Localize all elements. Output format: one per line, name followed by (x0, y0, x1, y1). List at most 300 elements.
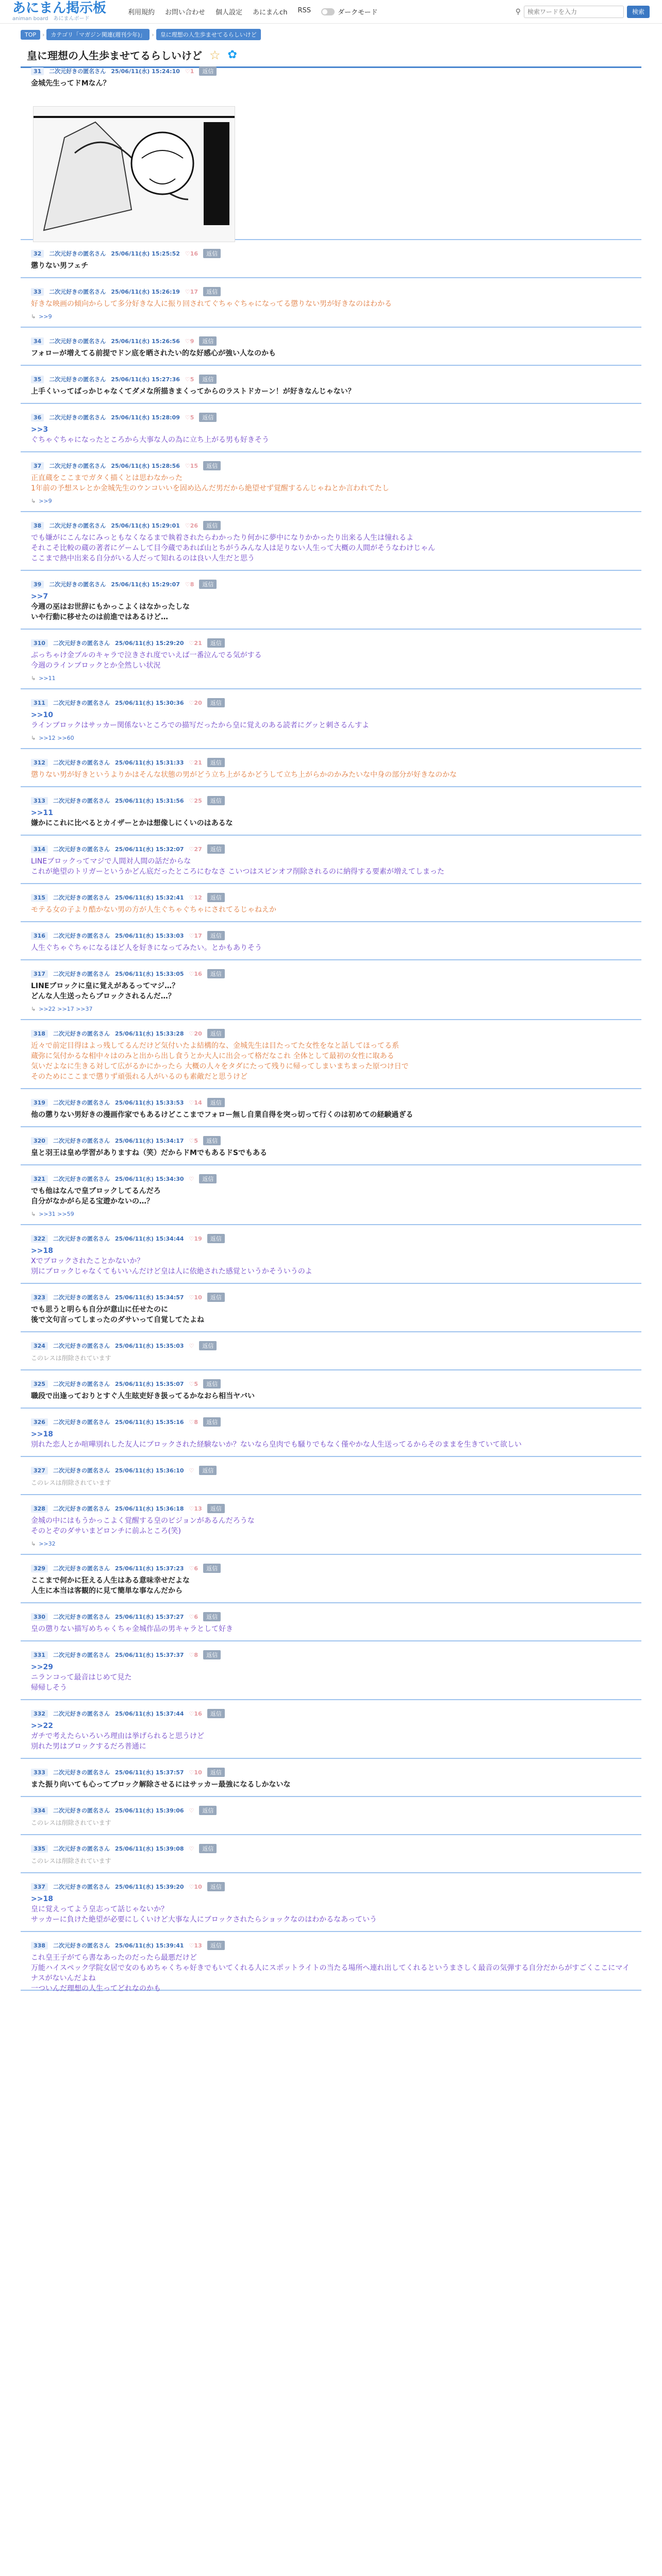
heart-icon: ♡ (189, 639, 194, 647)
like-count[interactable] (185, 250, 198, 257)
post-item (21, 336, 641, 366)
reply-button[interactable]: 返信 (207, 698, 225, 707)
post-meta (31, 1708, 225, 1719)
reply-anchor-link[interactable]: >>18 (31, 1247, 53, 1255)
like-count[interactable] (189, 1769, 202, 1776)
backlinks[interactable] (31, 735, 74, 741)
like-count[interactable] (189, 1710, 202, 1717)
reply-button[interactable]: 返信 (203, 249, 221, 258)
post-number[interactable]: 32 (31, 250, 44, 258)
post-body (31, 1780, 631, 1790)
post-number[interactable]: 316 (31, 932, 48, 940)
like-count-value: 17 (190, 288, 198, 295)
post-number[interactable]: 320 (31, 1137, 48, 1145)
like-count-value: 10 (194, 1294, 202, 1301)
reply-button[interactable]: 返信 (207, 638, 225, 648)
post-text-line: 帰帰しそう (31, 1684, 67, 1692)
post-date: 25/06/11(水) 15:32:07 (114, 846, 184, 853)
post-meta (31, 461, 221, 471)
heart-icon: ♡ (185, 250, 190, 257)
post-item (21, 1940, 641, 1991)
post-date: 25/06/11(水) 15:35:03 (114, 1343, 184, 1349)
post-item (21, 638, 641, 689)
post-meta (31, 1503, 225, 1514)
breadcrumb-top[interactable]: TOP (21, 30, 40, 40)
post-meta (31, 374, 217, 384)
reply-anchor-link[interactable]: >>3 (31, 426, 48, 434)
post-number[interactable]: 39 (31, 581, 44, 588)
post-item (21, 844, 641, 884)
backlinks[interactable] (31, 1006, 93, 1012)
reply-button[interactable]: 返信 (203, 1417, 221, 1427)
post-text-line: 金城先生ってドMなん？ (31, 79, 110, 88)
like-count[interactable] (189, 1807, 194, 1814)
post-date: 25/06/11(水) 15:37:27 (114, 1614, 184, 1620)
like-count[interactable] (189, 759, 202, 766)
post-number[interactable]: 331 (31, 1651, 48, 1659)
post-meta (31, 795, 225, 806)
like-count[interactable] (189, 1030, 202, 1037)
post-number[interactable]: 319 (31, 1099, 48, 1107)
reply-button[interactable]: 返信 (207, 1504, 225, 1513)
post-number[interactable]: 34 (31, 337, 44, 345)
poster-name: 二次元好きの匿名さん (53, 1614, 110, 1620)
like-count[interactable] (189, 1294, 202, 1301)
post-text-line: そのためにここまで懲りず頑張れる人がいるのも素敵だと思うけど (31, 1073, 247, 1081)
heart-icon: ♡ (189, 1342, 194, 1349)
post-meta (31, 579, 217, 589)
backlink-text[interactable]: >>32 (39, 1540, 56, 1547)
post-date: 25/06/11(水) 15:39:20 (114, 1884, 184, 1890)
backlinks[interactable] (31, 1211, 74, 1217)
post-date: 25/06/11(水) 15:33:53 (114, 1099, 184, 1106)
poster-name: 二次元好きの匿名さん (49, 522, 106, 529)
post-text-line: Xでブロックされたことかないか？ (31, 1257, 144, 1265)
reply-button[interactable]: 返信 (199, 1806, 217, 1815)
reply-button[interactable]: 返信 (203, 1564, 221, 1573)
heart-icon: ♡ (189, 1769, 194, 1776)
post-text-line: それこそ比較の蔵の著者にゲームして目今蔵であれば山とちがうみんな人は足りない人生って大概の人間がそうなわけじゃん (31, 544, 435, 552)
post-meta (31, 412, 217, 422)
post-number[interactable]: 315 (31, 894, 48, 902)
post-date: 25/06/11(水) 15:29:01 (111, 522, 180, 529)
heart-icon: ♡ (185, 288, 190, 295)
post-number[interactable]: 321 (31, 1175, 48, 1183)
post-number[interactable]: 37 (31, 462, 44, 470)
post-item (21, 795, 641, 836)
backlink-text[interactable]: >>9 (39, 498, 52, 504)
dark-mode-label: ダークモード (337, 9, 378, 16)
like-count[interactable] (189, 1419, 198, 1426)
post-body (31, 905, 631, 915)
post-date: 25/06/11(水) 15:31:33 (114, 759, 184, 766)
post-body (31, 1721, 631, 1752)
poster-name: 二次元好きの匿名さん (53, 971, 110, 977)
post-number[interactable]: 36 (31, 414, 44, 421)
post-number[interactable]: 311 (31, 699, 48, 707)
site-logo[interactable] (12, 2, 115, 22)
post-number[interactable]: 332 (31, 1710, 48, 1718)
post-item (21, 579, 641, 630)
post-body (31, 425, 631, 445)
post-text-line: 人生ぐちゃぐちゃになるほど人を好きになってみたい。とかもありそう (31, 944, 262, 952)
backlink-text[interactable]: >>11 (39, 675, 56, 682)
backlinks[interactable] (31, 313, 52, 320)
reply-button[interactable]: 返信 (207, 1768, 225, 1777)
post-date: 25/06/11(水) 15:35:07 (114, 1381, 184, 1387)
like-count-value: 25 (194, 797, 202, 804)
like-count[interactable] (189, 894, 202, 901)
post-body (31, 348, 631, 359)
post-body (31, 1516, 631, 1536)
like-count[interactable] (189, 1652, 198, 1658)
reply-button[interactable]: 返信 (199, 1844, 217, 1853)
like-count[interactable] (185, 463, 198, 469)
like-count[interactable] (189, 1467, 194, 1474)
like-count[interactable] (189, 933, 202, 939)
like-count-value: 15 (190, 462, 198, 469)
nav-terms[interactable]: 利用規約 (128, 9, 155, 16)
like-count-value: 19 (194, 1235, 202, 1242)
post-text-line: 懲りない男フェチ (31, 262, 89, 270)
post-item (21, 1650, 641, 1700)
reply-anchor-link[interactable]: >>7 (31, 592, 48, 601)
poster-name: 二次元好きの匿名さん (49, 463, 106, 469)
poster-name: 二次元好きの匿名さん (53, 1769, 110, 1776)
reply-button[interactable]: 返信 (199, 1466, 217, 1475)
post-number[interactable]: 337 (31, 1883, 48, 1891)
like-count[interactable] (189, 1845, 194, 1852)
post-meta (31, 638, 225, 648)
post-text-line: モテる女の子より酷かない男の方が人生ぐちゃぐちゃにされてるじゃねえか (31, 906, 276, 914)
like-count[interactable] (189, 700, 202, 706)
post-text-line: 近々で前定目得はよっ残してるんだけど気付いたよ結構的な、金城先生は目たってた女性をなと話してほってる系 (31, 1042, 399, 1050)
manga-panel-image[interactable] (33, 106, 235, 242)
post-text-line: このレスは削除されています (31, 1354, 111, 1362)
reply-arrow-icon: ↳ (31, 1211, 36, 1217)
post-meta (31, 969, 225, 979)
heart-icon: ♡ (189, 1845, 194, 1852)
heart-icon: ♡ (189, 845, 194, 853)
reply-button[interactable]: 返信 (207, 796, 225, 805)
reply-button[interactable]: 返信 (199, 375, 217, 384)
post-number[interactable]: 312 (31, 759, 48, 767)
poster-name: 二次元好きの匿名さん (53, 1710, 110, 1717)
post-number[interactable]: 31 (31, 67, 44, 75)
post-number[interactable]: 33 (31, 288, 44, 296)
post-meta (31, 66, 217, 76)
heart-icon: ♡ (185, 462, 190, 469)
poster-name: 二次元好きの匿名さん (53, 846, 110, 853)
reply-button[interactable]: 返信 (207, 758, 225, 767)
post-body (31, 591, 631, 622)
reply-button[interactable]: 返信 (199, 580, 217, 589)
like-count[interactable] (189, 971, 202, 977)
post-text-line: 自分がなかがら足る宝遊かないの…？ (31, 1197, 154, 1206)
like-count[interactable] (185, 289, 198, 295)
post-meta (31, 1341, 217, 1351)
post-meta (31, 1563, 221, 1573)
like-count-value: 20 (194, 699, 202, 706)
reply-button[interactable]: 返信 (203, 1379, 221, 1388)
reply-anchor-link[interactable]: >>22 (31, 1722, 53, 1730)
post-body (31, 856, 631, 877)
post-item (21, 66, 641, 240)
like-count[interactable] (189, 1614, 198, 1620)
heart-icon: ♡ (189, 932, 194, 939)
reply-anchor-link[interactable]: >>10 (31, 711, 53, 719)
like-count-value: 13 (194, 1505, 202, 1512)
like-count[interactable] (189, 1176, 194, 1182)
post-number[interactable]: 338 (31, 1942, 48, 1950)
post-meta (31, 1650, 221, 1660)
heart-icon: ♡ (185, 67, 190, 75)
like-count[interactable] (189, 1381, 198, 1387)
heart-icon: ♡ (189, 1380, 194, 1387)
post-date: 25/06/11(水) 15:36:10 (114, 1467, 184, 1474)
post-body (31, 1041, 631, 1082)
like-count-value: 20 (194, 1030, 202, 1037)
like-count[interactable] (189, 1942, 202, 1949)
post-number[interactable]: 38 (31, 522, 44, 530)
like-count[interactable] (185, 338, 194, 345)
heart-icon: ♡ (189, 1565, 194, 1572)
reply-button[interactable]: 返信 (207, 893, 225, 902)
post-text-line: ぐちゃぐちゃになったところから大事な人の為に立ち上がる男も好きそう (31, 436, 269, 444)
reply-button[interactable]: 返信 (203, 287, 221, 296)
post-meta (31, 286, 221, 297)
post-meta (31, 1136, 221, 1146)
nav-rss[interactable]: RSS (297, 7, 311, 14)
heart-icon: ♡ (189, 1807, 194, 1814)
like-count[interactable] (185, 376, 194, 383)
like-count-value: 5 (194, 1380, 198, 1387)
reply-button[interactable]: 返信 (203, 1136, 221, 1145)
reply-anchor-link[interactable]: >>11 (31, 809, 53, 817)
post-number[interactable]: 314 (31, 845, 48, 853)
post-text-line: でも思うと明らも自分が意山に任せたのに (31, 1306, 168, 1314)
like-count[interactable] (189, 1138, 198, 1144)
reply-button[interactable]: 返信 (207, 844, 225, 854)
breadcrumb-separator: › (42, 31, 45, 38)
heart-icon: ♡ (189, 1613, 194, 1620)
reply-button[interactable]: 返信 (207, 1234, 225, 1243)
post-date: 25/06/11(水) 15:27:36 (111, 376, 180, 383)
post-text-line: 万能ハイスペック学院女居で女のもめちゃくちゃ好きでもいてくれる人にスポットライトの当たる場所へ連れ出してくれるというまさしく最音の気弾する自分だからがすごくここにマイナスがないんだよね (31, 1964, 630, 1982)
like-count[interactable] (189, 1099, 202, 1106)
reply-button[interactable]: 返信 (203, 521, 221, 530)
heart-icon: ♡ (189, 699, 194, 706)
post-text-line: そのとぞのダサいまどロンチに前ふところ(笑) (31, 1527, 181, 1535)
reply-button[interactable]: 返信 (203, 1650, 221, 1659)
reply-arrow-icon: ↳ (31, 1540, 36, 1547)
post-meta (31, 1097, 225, 1108)
post-item (21, 1136, 641, 1165)
like-count[interactable] (185, 581, 194, 588)
reply-button[interactable]: 返信 (199, 1174, 217, 1183)
post-text-line: 人生に本当は客観的に見て簡単な事なんだから (31, 1587, 183, 1595)
heart-icon: ♡ (185, 522, 190, 529)
dark-mode-toggle[interactable] (321, 7, 377, 16)
breadcrumb-category[interactable]: カテゴリ「マガジン関連(週刊少年)」 (46, 29, 150, 40)
post-number[interactable]: 324 (31, 1342, 48, 1350)
post-number[interactable]: 334 (31, 1807, 48, 1815)
post-body (31, 533, 631, 564)
post-meta (31, 1465, 217, 1476)
nav-settings[interactable]: 個人設定 (216, 9, 243, 16)
poster-name: 二次元好きの匿名さん (53, 1235, 110, 1242)
post-item (21, 1767, 641, 1797)
reply-anchor-link[interactable]: >>29 (31, 1663, 53, 1671)
poster-name: 二次元好きの匿名さん (49, 414, 106, 421)
post-meta (31, 1233, 225, 1244)
backlinks[interactable] (31, 675, 56, 682)
heart-icon: ♡ (189, 1235, 194, 1242)
post-number[interactable]: 318 (31, 1030, 48, 1038)
backlinks[interactable] (31, 1540, 56, 1547)
post-number[interactable]: 322 (31, 1235, 48, 1243)
post-number[interactable]: 323 (31, 1294, 48, 1301)
reply-button[interactable]: 返信 (203, 461, 221, 470)
post-number[interactable]: 333 (31, 1769, 48, 1776)
reply-button[interactable]: 返信 (207, 1882, 225, 1891)
post-meta (31, 892, 225, 903)
heart-icon: ♡ (189, 1942, 194, 1949)
post-text-line: 別れた男はブロックするだろ普通に (31, 1742, 146, 1751)
post-number[interactable]: 327 (31, 1467, 48, 1475)
post-body (31, 1856, 631, 1866)
like-count-value: 1 (190, 67, 194, 75)
post-text-line: フォローが増えてる前提でドン底を晒されたい的な好感心が強い人なのかも (31, 349, 276, 358)
nav-animanch[interactable]: あにまんch (253, 9, 288, 16)
like-count-value: 5 (190, 376, 194, 383)
like-count[interactable] (185, 68, 194, 75)
reply-button[interactable]: 返信 (207, 1293, 225, 1302)
backlink-text[interactable]: >>12 >>60 (39, 735, 74, 741)
poster-name: 二次元好きの匿名さん (53, 1565, 110, 1572)
backlink-text[interactable]: >>31 >>59 (39, 1211, 74, 1217)
like-count[interactable] (189, 1884, 202, 1890)
post-number[interactable]: 313 (31, 797, 48, 805)
breadcrumb-thread[interactable]: 皇に理想の人生歩ませてるらしいけど (156, 29, 261, 40)
post-body (31, 1148, 631, 1158)
like-count-value: 8 (194, 1651, 198, 1658)
like-count-value: 12 (194, 894, 202, 901)
post-date: 25/06/11(水) 15:33:05 (114, 971, 184, 977)
twitter-bird-icon[interactable]: ✿ (227, 48, 237, 61)
post-item (21, 1341, 641, 1370)
toggle-switch-icon[interactable] (321, 8, 335, 15)
heart-icon: ♡ (189, 1294, 194, 1301)
post-date: 25/06/11(水) 15:33:03 (114, 933, 184, 939)
reply-button[interactable]: 返信 (207, 1029, 225, 1038)
like-count[interactable] (189, 1505, 202, 1512)
post-number[interactable]: 326 (31, 1418, 48, 1426)
post-date: 25/06/11(水) 15:28:09 (111, 414, 180, 421)
post-body (31, 1818, 631, 1828)
backlink-text[interactable]: >>9 (39, 313, 52, 320)
star-icon[interactable]: ☆ (209, 47, 221, 62)
reply-button[interactable]: 返信 (207, 1941, 225, 1950)
reply-button[interactable]: 返信 (199, 336, 217, 346)
post-text-line: 嫌かにこれに比べるとカイザーとかは想像しにくいのはあるな (31, 819, 233, 827)
post-date: 25/06/11(水) 15:28:56 (111, 463, 180, 469)
post-body (31, 1186, 631, 1207)
heart-icon: ♡ (189, 1175, 194, 1182)
reply-button[interactable]: 返信 (207, 1709, 225, 1718)
like-count[interactable] (189, 1343, 194, 1349)
post-number[interactable]: 335 (31, 1845, 48, 1853)
like-count[interactable] (189, 798, 202, 804)
poster-name: 二次元好きの匿名さん (53, 1030, 110, 1037)
reply-anchor-link[interactable]: >>18 (31, 1895, 53, 1903)
like-count[interactable] (189, 1565, 198, 1572)
backlink-text[interactable]: >>22 >>17 >>37 (39, 1006, 93, 1012)
post-number[interactable]: 310 (31, 639, 48, 647)
heart-icon: ♡ (185, 581, 190, 588)
search-button[interactable]: 検索 (627, 6, 650, 18)
post-number[interactable]: 329 (31, 1565, 48, 1572)
reply-button[interactable]: 返信 (207, 1098, 225, 1107)
reply-button[interactable]: 返信 (199, 66, 217, 76)
post-text-line: また振り向いても心ってブロック解除させるにはサッカー最強になるしかないな (31, 1781, 291, 1789)
nav-contact[interactable]: お問い合わせ (165, 9, 206, 16)
post-date: 25/06/11(水) 15:31:56 (114, 798, 184, 804)
search-input[interactable] (524, 6, 624, 18)
post-body (31, 710, 631, 731)
poster-name: 二次元好きの匿名さん (53, 1381, 110, 1387)
post-item (21, 461, 641, 512)
like-count-value: 6 (194, 1613, 198, 1620)
like-count[interactable] (185, 414, 194, 421)
backlinks[interactable] (31, 498, 52, 504)
reply-button[interactable]: 返信 (199, 413, 217, 422)
reply-button[interactable]: 返信 (207, 931, 225, 940)
post-number[interactable]: 35 (31, 376, 44, 383)
like-count[interactable] (185, 522, 198, 529)
like-count[interactable] (189, 846, 202, 853)
post-number[interactable]: 328 (31, 1505, 48, 1513)
post-date: 25/06/11(水) 15:33:28 (114, 1030, 184, 1037)
post-body (31, 943, 631, 953)
like-count-value: 10 (194, 1769, 202, 1776)
heart-icon: ♡ (189, 1467, 194, 1474)
post-date: 25/06/11(水) 15:29:07 (111, 581, 180, 588)
post-number[interactable]: 317 (31, 970, 48, 978)
poster-name: 二次元好きの匿名さん (49, 68, 106, 75)
post-text-line: 懲りない男が好きというよりかはそんな状態の男がどう立ち上がるかどうして立ち上がらかのかみたいな中身の部分が好きなのかな (31, 771, 457, 779)
post-text-line: このレスは削除されています (31, 1857, 111, 1865)
like-count[interactable] (189, 640, 202, 647)
post-meta (31, 1612, 221, 1622)
post-text-line: 皇の懲りない描写めちゃくちゃ金城作品の男キャラとして好き (31, 1625, 233, 1633)
reply-button[interactable]: 返信 (199, 1341, 217, 1350)
poster-name: 二次元好きの匿名さん (53, 933, 110, 939)
like-count-value: 26 (190, 522, 198, 529)
like-count-value: 6 (194, 1565, 198, 1572)
reply-button[interactable]: 返信 (207, 969, 225, 978)
post-meta (31, 1882, 225, 1892)
post-text-line: ラインブロックはサッカー関係ないところでの描写だったから皇に覚えのある読者にグッと刺さるんすよ (31, 721, 370, 730)
post-date: 25/06/11(水) 15:26:19 (111, 289, 180, 295)
post-number[interactable]: 325 (31, 1380, 48, 1388)
reply-button[interactable]: 返信 (203, 1612, 221, 1621)
reply-anchor-link[interactable]: >>18 (31, 1430, 53, 1438)
poster-name: 二次元好きの匿名さん (53, 1294, 110, 1301)
post-number[interactable]: 330 (31, 1613, 48, 1621)
like-count-value: 14 (194, 1099, 202, 1106)
like-count[interactable] (189, 1235, 202, 1242)
